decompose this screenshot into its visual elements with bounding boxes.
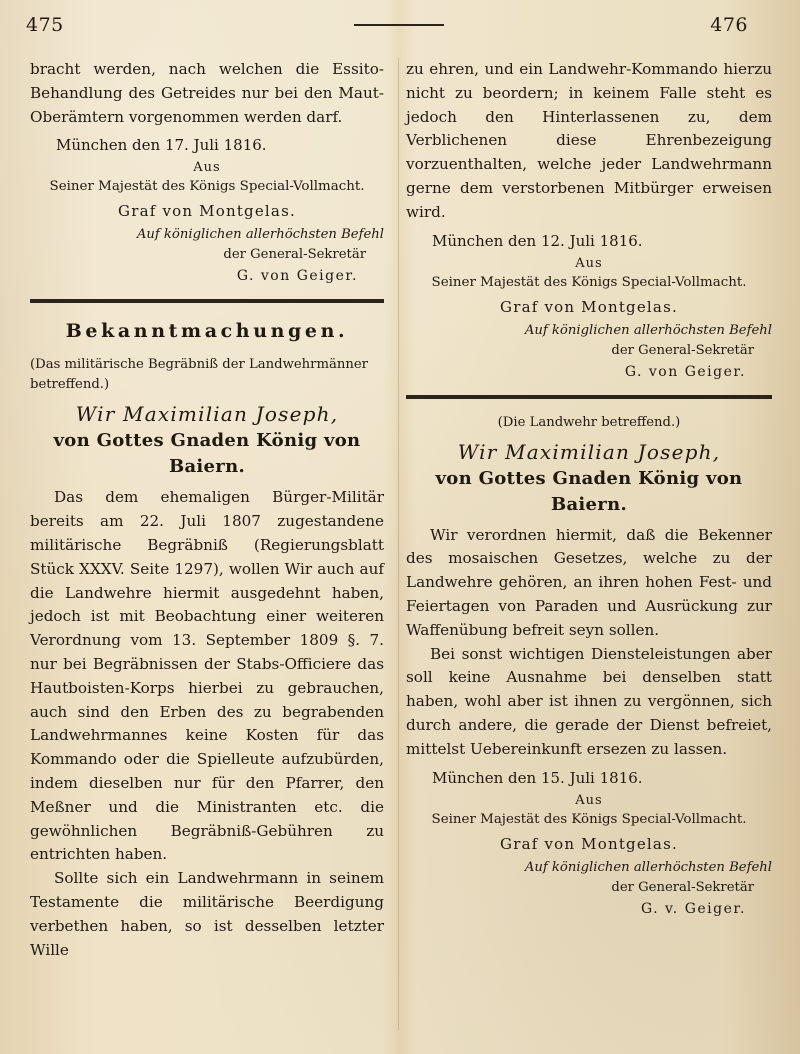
right-authority-line-1: Seiner Majestät des Königs Special-Vollmacht. [431,274,747,290]
right-secretary-name-1: G. von Geiger. [624,363,746,380]
right-paragraph-3: Wir verordnen hiermit, daß die Bekenner des mosaischen Gesetzes, welche zu der Landwehre gehören, an ihren hohen Fest- und Feiertagen von Paraden und Ausrückung zur Waffenübung befreit seyn sollen. [406,525,772,639]
right-section-rule [406,395,772,399]
right-aus-label-2: Aus [575,792,603,808]
left-paragraph-1: Das dem ehemaligen Bürger-Militär bereits am 22. Juli 1807 zugestandene militärische Begräbniß (Regierungsblatt Stück XXXV. Seite 1297), wollen Wir auch auf die Landwehre hiermit ausgedehnt haben, jedoch ist mit Beobachtung einer weiteren Verordnung vom 13. September 1809 §. 7. nur bei Begräbnissen der Stabs-Officiere das Hautboisten-Korps hierbei zu gebrauchen, auch sind den Erben des zu begrabenden Landwehrmannes keine Kosten für das Kommando oder die Spielleute aufzubürden, indem dieselben nur für den Pfarrer, den Meßner und die Ministranten etc. die gewöhnlichen Begräbniß-Gebühren zu entrichten haben. [30,488,384,864]
right-continuation-text: zu ehren, und ein Landwehr-Kommando hierzu nicht zu beordern; in keinem Falle steht es jedoch den Hinterlassenen zu, dem Verblichenen diese Ehrenbezeigung vorzuenthalten, welche jeder Landwehrmann gerne dem verstorbenen Mitbürger erweisen wird. [406,60,772,221]
left-subject: (Das militärische Begräbniß der Landwehrmänner betreffend.) [30,357,368,393]
right-date-line-1: München den 12. Juli 1816. [432,231,643,250]
right-secretary-title-1: der General-Sekretär [611,342,754,358]
section-heading: Bekanntmachungen. [65,320,349,343]
left-decree-title: Wir Maximilian Joseph, [75,402,339,427]
right-decree-title: Wir Maximilian Joseph, [457,439,721,464]
right-decree-subtitle: von Gottes Gnaden König von Baiern. [435,467,743,515]
left-decree-subtitle: von Gottes Gnaden König von Baiern. [53,430,361,478]
right-date-line-2: München den 15. Juli 1816. [432,768,643,787]
right-secretary-name-2: G. v. Geiger. [640,900,746,917]
right-signature-1: Graf von Montgelas. [500,297,678,316]
left-secretary-name: G. von Geiger. [236,268,358,285]
right-paragraph-4: Bei sonst wichtigen Diensteleistungen aber soll keine Ausnahme bei denselben statt haben, wohl aber ist ihnen zu vergönnen, sich durch andere, die gerade der Dienst befreiet, mittelst Uebereinkunft ersezen zu lassen. [406,644,772,758]
left-section-rule [30,299,384,303]
left-secretary-title: der General-Sekretär [223,247,366,263]
column-gutter [398,58,399,1030]
left-intro-text: bracht werden, nach welchen die Essito-Behandlung des Getreides nur bei den Maut-Oberämtern vorgenommen werden darf. [30,60,384,126]
left-signature: Graf von Montgelas. [118,202,296,221]
right-order-line-1: Auf königlichen allerhöchsten Befehl [524,322,772,338]
right-order-line-2: Auf königlichen allerhöchsten Befehl [524,859,772,875]
left-date-line: München den 17. Juli 1816. [56,136,267,155]
right-aus-label-1: Aus [575,255,603,271]
right-signature-2: Graf von Montgelas. [500,834,678,853]
right-authority-line-2: Seiner Majestät des Königs Special-Vollmacht. [431,811,747,827]
top-center-rule [354,24,444,26]
left-authority-line: Seiner Majestät des Königs Special-Vollmacht. [49,179,365,195]
right-page-number: 476 [710,14,748,36]
left-column [30,58,384,962]
left-paragraph-2: Sollte sich ein Landwehrmann in seinem Testamente die militärische Beerdigung verbethen haben, so ist desselben letzter Wille [30,869,384,959]
left-page-number: 475 [26,14,64,36]
left-order-line: Auf königlichen allerhöchsten Befehl [136,227,384,243]
right-secretary-title-2: der General-Sekretär [611,879,754,895]
right-column [406,58,772,920]
right-subject: (Die Landwehr betreffend.) [497,414,681,430]
left-aus-label: Aus [193,160,221,176]
